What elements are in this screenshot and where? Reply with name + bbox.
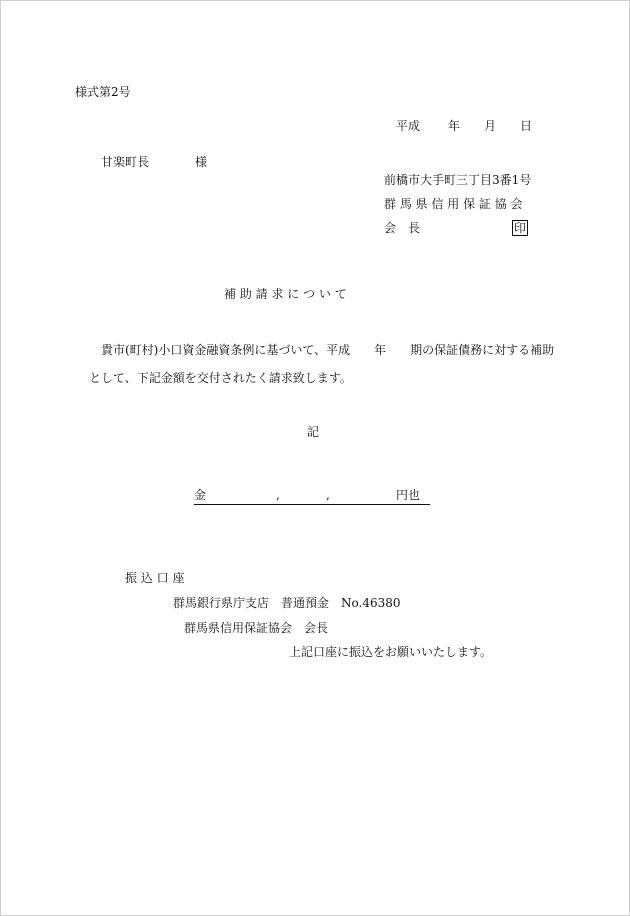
- ki-heading: 記: [307, 425, 320, 439]
- seal-box: [512, 220, 528, 236]
- body-line-1: 貴市(町村)小口資金融資条例に基づいて、平成 年 期の保証債務に対する補助: [101, 343, 555, 357]
- sender-org: 群 馬 県 信 用 保 証 協 会: [384, 197, 523, 211]
- transfer-bank: 群馬銀行県庁支店 普通預金 No.46380: [173, 596, 401, 610]
- sender-title: 会 長: [384, 221, 421, 235]
- date-era: 平成: [396, 119, 421, 133]
- amount-separator-1: ,: [276, 488, 280, 502]
- amount-prefix: 金: [194, 488, 207, 502]
- seal-mark: 印: [514, 221, 527, 235]
- body-line-2: として、下記金額を交付されたく請求致します。: [89, 371, 352, 385]
- form-number: 様式第2号: [75, 85, 131, 99]
- date-year-unit: 年: [448, 119, 461, 133]
- date-line: [396, 118, 532, 134]
- addressee-honorific: 様: [195, 155, 208, 169]
- amount-separator-2: ,: [326, 488, 330, 502]
- date-day-unit: 日: [520, 119, 533, 133]
- addressee-line: [101, 154, 207, 170]
- amount-line: [194, 487, 430, 505]
- amount-suffix: 円也: [396, 488, 421, 502]
- sender-address: 前橋市大手町三丁目3番1号: [384, 173, 532, 187]
- date-month-unit: 月: [484, 119, 497, 133]
- transfer-request: 上記口座に振込をお願いいたします。: [289, 645, 493, 659]
- transfer-holder: 群馬県信用保証協会 会長: [184, 621, 329, 635]
- transfer-heading: 振 込 口 座: [125, 571, 185, 585]
- addressee-name: 甘楽町長: [101, 155, 150, 169]
- subject-heading: 補 助 請 求 に つ い て: [224, 287, 347, 301]
